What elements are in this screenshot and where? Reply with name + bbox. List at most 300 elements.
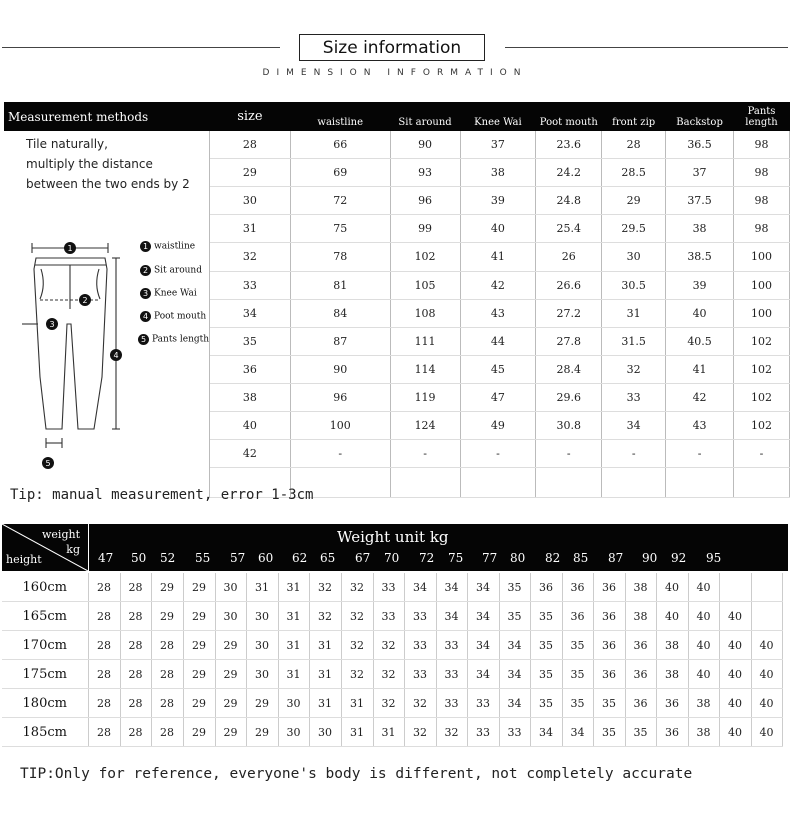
weight-size-cell: 33	[467, 718, 499, 747]
weight-size-cell: 32	[436, 718, 467, 747]
size-cell: 38	[460, 159, 536, 187]
size-cell: 40.5	[666, 327, 734, 355]
weight-col-label: 55	[195, 551, 211, 565]
col-size: size	[210, 102, 291, 131]
weight-size-cell: 35	[562, 631, 593, 660]
weight-size-cell: 36	[625, 689, 656, 718]
weight-size-cell: 35	[562, 660, 593, 689]
size-cell: 38	[666, 215, 734, 243]
weight-size-cell: 31	[341, 689, 373, 718]
weight-size-cell: 30	[246, 631, 278, 660]
weight-size-cell: 36	[656, 718, 688, 747]
size-cell: 29.6	[536, 383, 602, 411]
weight-size-cell: 40	[719, 631, 751, 660]
size-cell: 28.4	[536, 355, 602, 383]
legend-4-icon: 4	[140, 311, 151, 322]
size-cell: 98	[734, 187, 790, 215]
weight-size-cell: 40	[688, 573, 719, 602]
size-cell: 28.5	[602, 159, 666, 187]
weight-size-cell: 34	[404, 573, 436, 602]
weight-size-cell: 38	[688, 689, 719, 718]
height-cell: 165cm	[2, 602, 88, 631]
height-cell: 160cm	[2, 573, 88, 602]
size-cell: 42	[460, 271, 536, 299]
size-cell: 96	[390, 187, 460, 215]
weight-size-cell: 33	[404, 660, 436, 689]
legend-knee-wai: 3 Knee Wai	[140, 288, 197, 299]
weight-size-cell: 28	[151, 660, 183, 689]
weight-size-cell: 28	[88, 573, 120, 602]
weight-size-cell: 40	[719, 718, 751, 747]
weight-size-cell: 34	[436, 602, 467, 631]
size-cell: 32	[602, 355, 666, 383]
weight-size-cell: 34	[467, 602, 499, 631]
weight-size-cell: 30	[215, 602, 246, 631]
weight-size-cell: 28	[151, 718, 183, 747]
pants-diagram	[4, 229, 140, 469]
weight-size-cell: 29	[183, 689, 215, 718]
weight-col-label: 65	[320, 551, 336, 565]
size-cell: 29.5	[602, 215, 666, 243]
weight-size-cell: 31	[278, 602, 309, 631]
size-cell: 66	[290, 131, 390, 159]
marker-1-label: 1	[67, 244, 73, 253]
weight-size-cell: 28	[120, 631, 151, 660]
size-cell: -	[602, 440, 666, 468]
weight-size-cell: 34	[467, 631, 499, 660]
weight-size-cell: 29	[215, 660, 246, 689]
weight-size-cell: 38	[688, 718, 719, 747]
weight-size-cell: 34	[499, 660, 530, 689]
weight-col-label: 70	[384, 551, 400, 565]
col-backstop: Backstop	[666, 102, 734, 131]
size-cell: 37.5	[666, 187, 734, 215]
size-cell: 42	[666, 383, 734, 411]
size-cell: 25.4	[536, 215, 602, 243]
instruction-line-2: multiply the distance	[26, 157, 153, 171]
weight-size-cell: 36	[593, 631, 625, 660]
weight-size-cell: 36	[593, 602, 625, 631]
size-cell: 23.6	[536, 131, 602, 159]
size-cell: 24.2	[536, 159, 602, 187]
size-cell: 102	[734, 327, 790, 355]
size-cell: 84	[290, 299, 390, 327]
weight-col-label: 85	[573, 551, 589, 565]
size-cell: 33	[602, 383, 666, 411]
size-cell: 87	[290, 327, 390, 355]
legend-3-icon: 3	[140, 288, 151, 299]
weight-size-cell: 29	[215, 631, 246, 660]
size-cell: 30	[602, 243, 666, 271]
weight-size-cell: 34	[499, 689, 530, 718]
weight-col-label: 57	[230, 551, 246, 565]
size-cell: 33	[210, 271, 291, 299]
size-cell: 30.5	[602, 271, 666, 299]
size-cell: 98	[734, 131, 790, 159]
weight-size-cell: 40	[751, 689, 782, 718]
size-row	[4, 131, 790, 159]
size-cell: 44	[460, 327, 536, 355]
col-pants-length: Pants length	[734, 102, 790, 131]
instruction-line-1: Tile naturally,	[26, 137, 108, 151]
size-cell: 102	[734, 412, 790, 440]
size-cell: 30.8	[536, 412, 602, 440]
weight-size-cell: 35	[530, 660, 562, 689]
size-cell: 100	[290, 412, 390, 440]
size-cell: 49	[460, 412, 536, 440]
weight-size-cell: 29	[215, 689, 246, 718]
weight-size-cell: 36	[530, 573, 562, 602]
instruction-line-3: between the two ends by 2	[26, 177, 190, 191]
size-cell: -	[390, 440, 460, 468]
legend-2-icon: 2	[140, 265, 151, 276]
weight-size-cell: 32	[404, 689, 436, 718]
legend-poot-mouth: 4 Poot mouth	[140, 311, 206, 322]
weight-size-cell: 35	[499, 602, 530, 631]
weight-row	[2, 602, 782, 631]
weight-size-cell: 33	[436, 631, 467, 660]
header-rule-left	[2, 47, 280, 48]
weight-size-cell: 30	[215, 573, 246, 602]
size-cell: -	[290, 440, 390, 468]
weight-size-cell: 35	[530, 689, 562, 718]
weight-size-cell: 28	[151, 689, 183, 718]
size-cell: 75	[290, 215, 390, 243]
weight-size-cell: 31	[278, 631, 309, 660]
size-cell: 36.5	[666, 131, 734, 159]
size-cell: 39	[666, 271, 734, 299]
size-cell: 90	[290, 355, 390, 383]
size-cell: 100	[734, 271, 790, 299]
legend-5-icon: 5	[138, 334, 149, 345]
size-cell	[602, 468, 666, 497]
weight-size-cell: 34	[499, 631, 530, 660]
weight-size-cell: 38	[625, 573, 656, 602]
weight-size-cell: 33	[467, 689, 499, 718]
size-cell: 28	[210, 131, 291, 159]
measurement-methods-cell	[4, 131, 210, 497]
size-table	[4, 102, 790, 498]
weight-size-cell: 40	[656, 573, 688, 602]
weight-size-cell: 34	[467, 573, 499, 602]
weight-col-label: 67	[355, 551, 371, 565]
weight-size-cell: 40	[751, 660, 782, 689]
weight-size-cell: 32	[373, 631, 404, 660]
size-cell: 96	[290, 383, 390, 411]
weight-size-cell: 30	[309, 718, 341, 747]
size-cell	[390, 468, 460, 497]
weight-size-cell: 38	[656, 660, 688, 689]
weight-size-cell: 36	[562, 602, 593, 631]
weight-size-cell: 35	[530, 602, 562, 631]
size-cell: 24.8	[536, 187, 602, 215]
weight-size-cell: 40	[751, 631, 782, 660]
weight-size-cell: 40	[719, 660, 751, 689]
weight-col-label: 77	[482, 551, 498, 565]
corner-height-label: height	[6, 553, 42, 566]
size-cell	[666, 468, 734, 497]
size-cell: 28	[602, 131, 666, 159]
weight-size-cell: 35	[625, 718, 656, 747]
height-cell: 185cm	[2, 718, 88, 747]
size-cell: 105	[390, 271, 460, 299]
weight-size-cell: 28	[88, 718, 120, 747]
weight-size-cell: 34	[562, 718, 593, 747]
size-cell: 27.8	[536, 327, 602, 355]
header-rule-right	[505, 47, 788, 48]
col-poot-mouth: Poot mouth	[536, 102, 602, 131]
weight-size-cell	[719, 573, 751, 602]
corner-weight-label: weight	[42, 528, 80, 541]
weight-size-cell: 34	[436, 573, 467, 602]
weight-col-label: 90	[642, 551, 658, 565]
marker-3-label: 3	[49, 320, 55, 329]
weight-size-cell: 28	[120, 573, 151, 602]
weight-row	[2, 689, 782, 718]
weight-size-cell: 31	[341, 718, 373, 747]
size-cell: 29	[210, 159, 291, 187]
size-cell: 26.6	[536, 271, 602, 299]
size-cell: 31.5	[602, 327, 666, 355]
size-cell: 43	[460, 299, 536, 327]
size-cell: -	[460, 440, 536, 468]
weight-size-cell	[751, 573, 782, 602]
weight-size-cell: 31	[373, 718, 404, 747]
weight-col-label: 80	[510, 551, 526, 565]
legend-waistline: 1 waistline	[140, 241, 195, 252]
weight-size-cell: 32	[341, 660, 373, 689]
weight-size-cell: 36	[625, 660, 656, 689]
size-cell: 114	[390, 355, 460, 383]
weight-size-cell: 36	[562, 573, 593, 602]
size-cell: 93	[390, 159, 460, 187]
size-cell: 111	[390, 327, 460, 355]
size-cell: -	[666, 440, 734, 468]
size-cell: 40	[210, 412, 291, 440]
size-cell: 38.5	[666, 243, 734, 271]
weight-size-cell: 31	[278, 573, 309, 602]
marker-5-label: 5	[45, 459, 51, 468]
size-cell: 45	[460, 355, 536, 383]
weight-size-cell: 32	[341, 573, 373, 602]
size-cell: -	[734, 440, 790, 468]
weight-size-cell: 36	[593, 660, 625, 689]
size-cell: 98	[734, 159, 790, 187]
weight-size-cell: 38	[656, 631, 688, 660]
weight-col-label: 52	[160, 551, 176, 565]
size-cell: 69	[290, 159, 390, 187]
measurement-tip: Tip: manual measurement, error 1-3cm	[10, 487, 314, 503]
size-cell	[536, 468, 602, 497]
weight-col-label: 47	[98, 551, 114, 565]
weight-size-cell: 33	[404, 602, 436, 631]
size-table-header	[4, 102, 790, 131]
height-cell: 170cm	[2, 631, 88, 660]
weight-size-cell: 28	[88, 660, 120, 689]
weight-col-label: 50	[131, 551, 147, 565]
weight-size-cell: 40	[656, 602, 688, 631]
weight-size-cell: 28	[88, 602, 120, 631]
weight-size-cell: 33	[404, 631, 436, 660]
weight-size-cell: 33	[373, 573, 404, 602]
weight-size-cell: 30	[278, 718, 309, 747]
weight-size-cell: 32	[309, 602, 341, 631]
size-cell: 37	[666, 159, 734, 187]
weight-size-cell: 29	[183, 602, 215, 631]
size-cell: 39	[460, 187, 536, 215]
weight-size-cell: 40	[719, 689, 751, 718]
size-cell: 26	[536, 243, 602, 271]
size-cell: 36	[210, 355, 291, 383]
weight-size-cell	[751, 602, 782, 631]
size-cell: 30	[210, 187, 291, 215]
weight-size-cell: 28	[120, 689, 151, 718]
size-cell: 40	[666, 299, 734, 327]
weight-col-label: 92	[671, 551, 687, 565]
weight-row	[2, 631, 782, 660]
weight-size-cell: 31	[246, 573, 278, 602]
size-cell: 38	[210, 383, 291, 411]
weight-size-cell: 40	[719, 602, 751, 631]
size-cell: 108	[390, 299, 460, 327]
page-subtitle: DIMENSION INFORMATION	[262, 68, 528, 78]
legend-sit-around: 2 Sit around	[140, 265, 202, 276]
size-cell: 42	[210, 440, 291, 468]
weight-size-cell: 28	[151, 631, 183, 660]
size-cell: 37	[460, 131, 536, 159]
size-cell: 100	[734, 299, 790, 327]
size-cell: 102	[734, 355, 790, 383]
weight-col-label: 72	[419, 551, 435, 565]
size-cell: 27.2	[536, 299, 602, 327]
weight-size-cell: 35	[562, 689, 593, 718]
weight-size-cell: 29	[215, 718, 246, 747]
marker-4-label: 4	[113, 351, 119, 360]
size-cell: 100	[734, 243, 790, 271]
weight-row	[2, 718, 782, 747]
size-cell: 72	[290, 187, 390, 215]
weight-col-label: 75	[448, 551, 464, 565]
height-cell: 175cm	[2, 660, 88, 689]
size-cell: 47	[460, 383, 536, 411]
weight-size-cell: 28	[88, 631, 120, 660]
weight-size-cell: 31	[278, 660, 309, 689]
weight-size-cell: 29	[183, 573, 215, 602]
weight-size-cell: 40	[688, 631, 719, 660]
weight-size-cell: 32	[404, 718, 436, 747]
weight-col-label: 60	[258, 551, 274, 565]
weight-col-label: 62	[292, 551, 308, 565]
size-cell: 119	[390, 383, 460, 411]
size-cell	[734, 468, 790, 497]
size-cell: 31	[210, 215, 291, 243]
weight-size-cell: 35	[593, 689, 625, 718]
weight-size-cell: 28	[120, 602, 151, 631]
weight-size-cell: 35	[499, 573, 530, 602]
weight-size-cell: 29	[183, 718, 215, 747]
weight-col-label: 95	[706, 551, 722, 565]
size-cell: 40	[460, 215, 536, 243]
weight-size-cell: 31	[309, 631, 341, 660]
size-cell: 43	[666, 412, 734, 440]
size-cell: 102	[734, 383, 790, 411]
weight-row	[2, 660, 782, 689]
size-cell: 98	[734, 215, 790, 243]
weight-size-cell: 33	[499, 718, 530, 747]
weight-size-cell: 36	[593, 573, 625, 602]
weight-size-cell: 31	[309, 689, 341, 718]
weight-table	[2, 573, 783, 747]
size-cell: 41	[460, 243, 536, 271]
weight-size-cell: 32	[341, 602, 373, 631]
marker-2-label: 2	[82, 296, 88, 305]
size-cell: -	[536, 440, 602, 468]
weight-row	[2, 573, 782, 602]
weight-size-cell: 33	[373, 602, 404, 631]
weight-size-cell: 33	[436, 689, 467, 718]
size-cell: 34	[210, 299, 291, 327]
size-cell: 35	[210, 327, 291, 355]
col-knee-wai: Knee Wai	[460, 102, 536, 131]
weight-corner-cell	[2, 524, 89, 571]
weight-size-cell: 40	[688, 602, 719, 631]
weight-size-cell: 36	[656, 689, 688, 718]
size-cell: 41	[666, 355, 734, 383]
legend-1-icon: 1	[140, 241, 151, 252]
weight-size-cell: 36	[625, 631, 656, 660]
weight-size-cell: 31	[309, 660, 341, 689]
weight-size-cell: 35	[530, 631, 562, 660]
size-cell: 81	[290, 271, 390, 299]
weight-size-cell: 28	[88, 689, 120, 718]
weight-col-label: 87	[608, 551, 624, 565]
size-cell: 29	[602, 187, 666, 215]
weight-size-cell: 28	[120, 660, 151, 689]
weight-size-cell: 32	[341, 631, 373, 660]
weight-size-cell: 29	[151, 573, 183, 602]
height-cell: 180cm	[2, 689, 88, 718]
weight-col-label: 82	[545, 551, 561, 565]
corner-kg-label: kg	[66, 543, 80, 556]
weight-size-cell: 30	[246, 602, 278, 631]
weight-size-cell: 29	[183, 660, 215, 689]
weight-size-cell: 32	[373, 660, 404, 689]
weight-size-cell: 33	[436, 660, 467, 689]
weight-size-cell: 29	[151, 602, 183, 631]
weight-size-cell: 34	[467, 660, 499, 689]
weight-size-cell: 32	[309, 573, 341, 602]
weight-table-header	[2, 524, 788, 571]
col-waistline: waistline	[290, 102, 390, 131]
weight-size-cell: 40	[688, 660, 719, 689]
size-cell: 31	[602, 299, 666, 327]
col-sit-around: Sit around	[390, 102, 460, 131]
weight-size-cell: 28	[120, 718, 151, 747]
size-cell: 102	[390, 243, 460, 271]
size-cell: 99	[390, 215, 460, 243]
size-cell: 78	[290, 243, 390, 271]
size-cell: 90	[390, 131, 460, 159]
size-cell: 34	[602, 412, 666, 440]
weight-size-cell: 34	[530, 718, 562, 747]
weight-size-cell: 38	[625, 602, 656, 631]
size-cell: 32	[210, 243, 291, 271]
weight-size-cell: 29	[246, 689, 278, 718]
weight-size-cell: 32	[373, 689, 404, 718]
weight-size-cell: 35	[593, 718, 625, 747]
col-measurement-methods: Measurement methods	[4, 102, 210, 131]
legend-pants-length: 5 Pants length	[138, 334, 209, 345]
